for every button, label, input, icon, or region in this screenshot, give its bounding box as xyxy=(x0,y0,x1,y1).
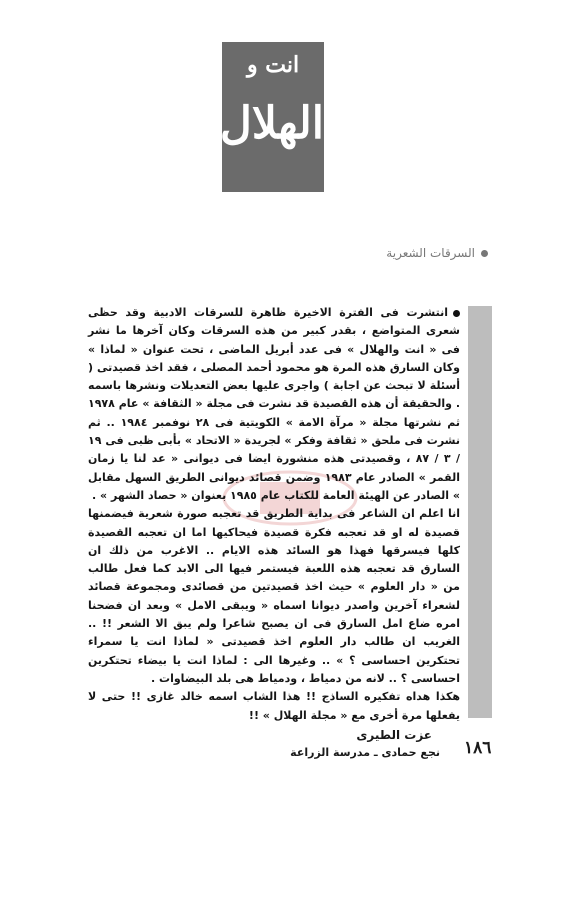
article-paragraph xyxy=(88,304,460,505)
masthead-subtitle: انت و xyxy=(246,52,300,78)
page-number: ١٨٦ xyxy=(464,738,492,758)
bullet-icon xyxy=(481,250,488,257)
article-paragraph: هكذا هداه تفكيره الساذج !! هذا الشاب اسمه خالد غازى !! حتى لا يفعلها مرة أخرى مع « مجلة الهلال » !! xyxy=(88,690,460,722)
masthead-title: الهلال xyxy=(219,98,324,149)
lead-bullet-icon xyxy=(453,310,460,317)
side-bar-decoration xyxy=(468,306,492,718)
masthead-logo xyxy=(219,42,324,192)
author-name: عزت الطيرى xyxy=(356,728,432,742)
section-title xyxy=(386,246,488,260)
article-paragraph-text: انتشرت فى الفترة الاخيرة ظاهرة للسرقات الادبية وقد حظى شعرى المتواضع ، بقدر كبير من هذه السرقات وكان آخرها ما نشر فى « انت والهلال » فى عدد أبريل الماضى ، تحت عنوان « لماذا » وكان السارق هذه المرة هو محمود أحمد المصلى ، فقد اخذ قصيدتى ( أسئلة لا تبحث عن اجابة ) واجرى عليها بعض التعديلات ونشرها باسمه . والحقيقة أن هذه القصيدة قد نشرت فى مجلة « الثقافة » عام ١٩٧٨ ثم نشرتها مجلة « مرآة الامة » الكويتية فى ٢٨ نوفمبر ١٩٨٤ .. ثم نشرت فى ملحق « ثقافة وفكر » لجريدة « الاتحاد » بأبى ظبى فى ١٩ / ٣ / ٨٧ ، وقصيدتى هذه منشورة ايضا فى ديوانى « عد لنا يا زمان القمر » الصادر عام ١٩٨٣ وضمن قصائد ديوانى الطريق السهل مقابل » الصادر عن الهيئة العامة للكتاب عام ١٩٨٥ بعنوان « حصاد الشهر » . xyxy=(88,306,461,502)
section-title-text: السرقات الشعرية xyxy=(386,246,475,260)
article-body xyxy=(88,304,460,725)
article-paragraph: انا اعلم ان الشاعر فى بداية الطريق قد تعجبه صورة شعرية فيضمنها قصيدة له او قد تعجبه فكرة قصيدة فيحاكيها اما ان تعجبه القصيدة كلها فيسرقها فهذا هو السائد هذه الايام .. الاغرب من ذلك ان السارق قد تعجبه هذه اللعبة فيستمر فيها الى الابد كما فعل طالب من « دار العلوم » حيث اخذ قصيدتين من قصائدى ومجموعة قصائد لشعراء آخرين واصدر ديوانا اسماه « ويبقى الامل » وبعد ان فضحنا امره ضاع امل السارق فى ان يصبح شاعرا ولم يبق الا الشعر !! .. الغريب ان طالب دار العلوم اخذ قصيدتى « لماذا انت يا سمراء تحتكرين احساسى ؟ » .. وغيرها الى : لماذا انت يا بيضاء تحتكرين احساسى ؟ .. لانه من دمياط ، ودمياط هى بلد البيضاوات . xyxy=(88,507,460,685)
author-location: نجع حمادى ـ مدرسة الزراعة xyxy=(290,746,440,759)
